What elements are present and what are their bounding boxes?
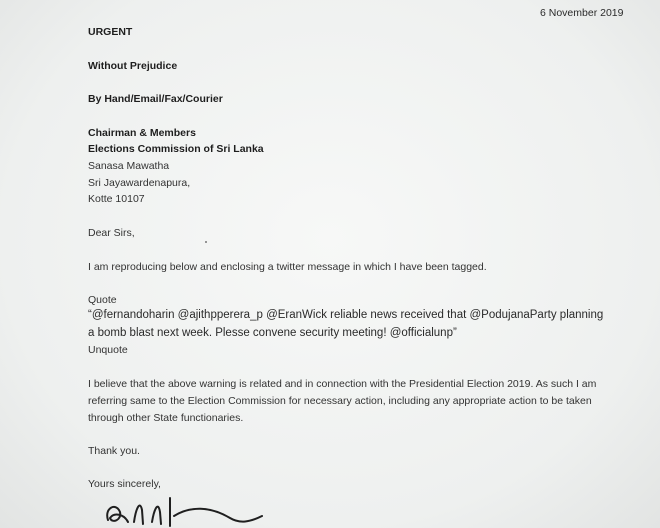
quoted-tweet-line-2: a bomb blast next week. Plesse convene security meeting! @officialunp”	[88, 327, 457, 339]
paragraph-body-line-1: I believe that the above warning is related and in connection with the Presidential Election 2019. As such I am	[88, 378, 597, 390]
urgent-heading: URGENT	[88, 26, 133, 38]
recipient-street: Sanasa Mawatha	[88, 160, 170, 172]
paragraph-body-line-2: referring same to the Election Commission for necessary action, including any appropriate action to be taken	[88, 395, 592, 407]
paragraph-intro: I am reproducing below and enclosing a twitter message in which I have been tagged.	[88, 261, 487, 273]
recipient-organization: Elections Commission of Sri Lanka	[88, 143, 264, 155]
unquote-label: Unquote	[88, 344, 128, 356]
recipient-postcode: Kotte 10107	[88, 193, 145, 205]
signature-image	[100, 492, 280, 528]
without-prejudice-heading: Without Prejudice	[88, 60, 178, 72]
letter-date: 6 November 2019	[540, 7, 624, 19]
paragraph-body-line-3: through other State functionaries.	[88, 412, 244, 424]
quoted-tweet-line-1: “@fernandoharin @ajithpperera_p @EranWick reliable news received that @PodujanaParty planning	[88, 309, 604, 321]
recipient-title: Chairman & Members	[88, 127, 196, 139]
scan-speck	[205, 241, 207, 243]
salutation: Dear Sirs,	[88, 227, 135, 239]
delivery-method-heading: By Hand/Email/Fax/Courier	[88, 93, 223, 105]
quote-label: Quote	[88, 294, 117, 306]
recipient-city: Sri Jayawardenapura,	[88, 177, 191, 189]
thanks-line: Thank you.	[88, 445, 140, 457]
closing-line: Yours sincerely,	[88, 478, 161, 490]
